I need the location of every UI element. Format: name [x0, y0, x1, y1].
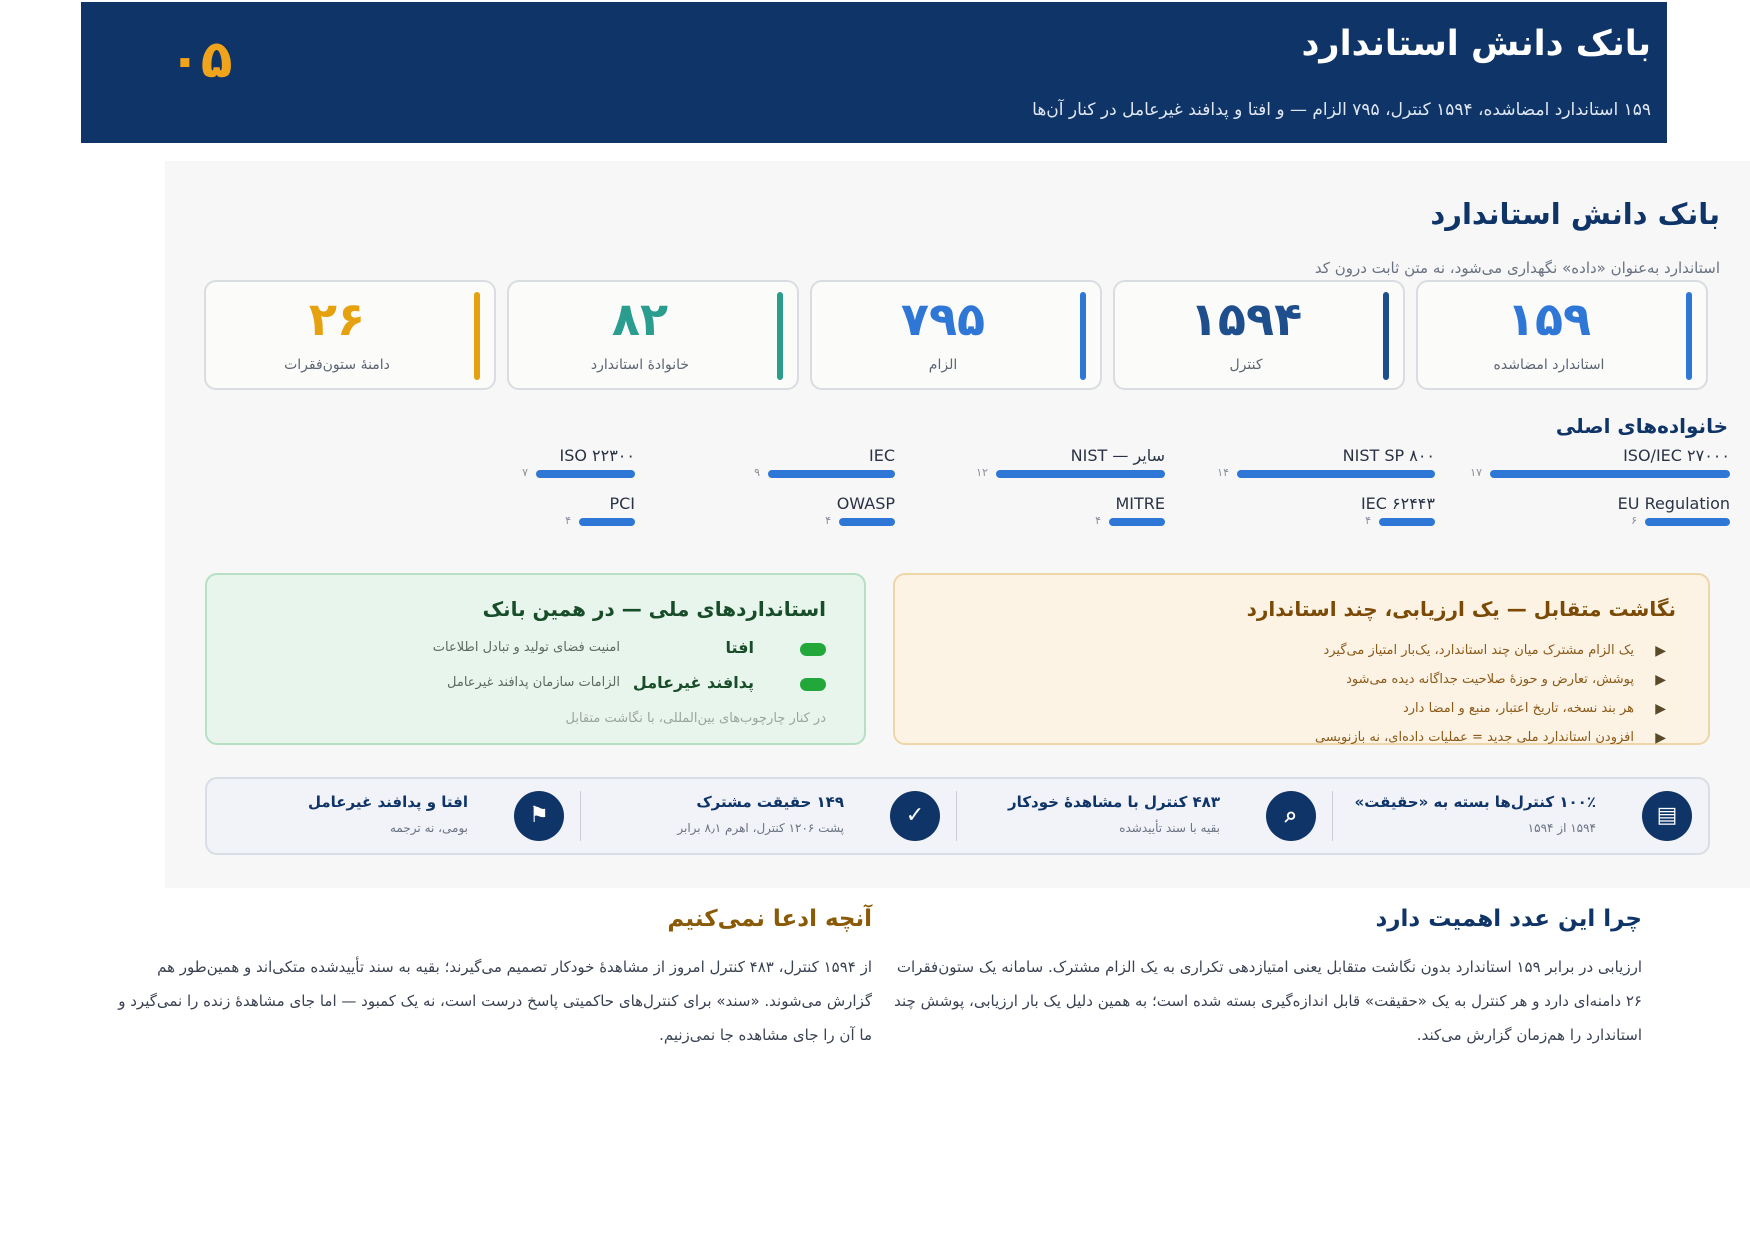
family-name: NIST — سایر — [1070, 446, 1165, 465]
kpi-divider — [1332, 791, 1333, 841]
why-it-matters-title: چرا این عدد اهمیت دارد — [1375, 906, 1642, 932]
header-banner — [81, 2, 1667, 143]
cross-mapping-title: نگاشت متقابل — یک ارزیابی، چند استاندارد — [1246, 597, 1676, 621]
list-item: ▶ هر بند نسخه، تاریخ اعتبار، منبع و امضا دارد — [1402, 701, 1666, 717]
family-item — [1195, 446, 1435, 490]
header-subtitle: ۱۵۹ استاندارد امضاشده، ۱۵۹۴ کنترل، ۷۹۵ الزام — و افتا و پدافند غیرعامل در کنار آن‌ها — [1032, 100, 1651, 120]
stat-accent-bar — [1080, 292, 1086, 380]
family-name: PCI — [609, 494, 635, 513]
shield-check-icon: ✓ — [890, 791, 940, 841]
national-standard-desc: امنیت فضای تولید و تبادل اطلاعات — [432, 640, 620, 655]
family-count: ۱۷ — [1470, 466, 1482, 479]
family-bar — [1490, 470, 1730, 478]
stat-value: ۸۲ — [611, 292, 669, 346]
not-claimed-section — [112, 906, 872, 1052]
stat-card — [507, 280, 799, 390]
panel-title: بانک دانش استاندارد — [1430, 197, 1720, 231]
family-name: IEC — [869, 446, 895, 465]
national-standards-title: استانداردهای ملی — در همین بانک — [482, 597, 826, 621]
family-name: ISO/IEC ۲۷۰۰۰ — [1623, 446, 1730, 465]
stat-accent-bar — [777, 292, 783, 380]
family-name: IEC ۶۲۴۴۳ — [1360, 494, 1435, 513]
stat-card — [1113, 280, 1405, 390]
not-claimed-body: از ۱۵۹۴ کنترل، ۴۸۳ کنترل امروز از مشاهدهٔ خودکار تصمیم می‌گیرند؛ بقیه به سند تأییدشده متکی‌اند و همین‌طور هم گزارش می‌شوند. «سند» برای کنترل‌های حاکمیتی پاسخ درست است، نه یک کمبود — اما جای مشاهدهٔ زنده را نمی‌گیرد و ما آن را جای مشاهده جا نمی‌زنیم. — [118, 958, 872, 1044]
arrow-icon: ▶ — [1655, 643, 1666, 659]
family-count: ۴ — [565, 514, 571, 527]
stat-accent-bar — [474, 292, 480, 380]
national-standards-footer: در کنار چارچوب‌های بین‌المللی، با نگاشت متقابل — [565, 711, 826, 726]
search-icon: ⌕ — [1266, 791, 1316, 841]
family-name: OWASP — [836, 494, 895, 513]
national-standard-row — [246, 673, 826, 697]
family-bar — [1645, 518, 1730, 526]
section-number: ۰۵ — [169, 30, 233, 90]
stat-value: ۷۹۵ — [900, 292, 986, 346]
families-title: خانواده‌های اصلی — [1555, 414, 1728, 438]
stat-label: دامنهٔ ستون‌فقرات — [284, 357, 390, 373]
families-list — [165, 446, 1750, 556]
national-standard-name: افتا — [725, 638, 754, 657]
stat-accent-bar — [1686, 292, 1692, 380]
family-bar — [996, 470, 1165, 478]
list-item: ▶ یک الزام مشترک میان چند استاندارد، یک‌بار امتیاز می‌گیرد — [1323, 643, 1666, 659]
family-name: NIST SP ۸۰۰ — [1342, 446, 1435, 465]
family-bar — [839, 518, 895, 526]
cross-mapping-list — [1315, 641, 1666, 757]
header-title: بانک دانش استاندارد — [1301, 24, 1651, 64]
family-name: MITRE — [1115, 494, 1165, 513]
family-name: ISO ۲۲۳۰۰ — [559, 446, 635, 465]
list-item: ▶ پوشش، تعارض و حوزهٔ صلاحیت جداگانه دیده می‌شود — [1346, 672, 1666, 688]
kpi-title: ۱۴۹ حقیقت مشترک — [696, 793, 844, 811]
stat-value: ۲۶ — [308, 292, 366, 346]
family-count: ۹ — [754, 466, 760, 479]
kpi-subtitle: پشت ۱۲۰۶ کنترل، اهرم ۸٫۱ برابر — [677, 821, 844, 835]
family-item — [1470, 446, 1730, 490]
family-count: ۴ — [825, 514, 831, 527]
family-bar — [1109, 518, 1165, 526]
family-name: EU Regulation — [1617, 494, 1730, 513]
kpi-item — [204, 779, 580, 853]
family-count: ۴ — [1365, 514, 1371, 527]
family-item — [1195, 494, 1435, 538]
family-count: ۷ — [522, 466, 528, 479]
kpi-subtitle: بومی، نه ترجمه — [390, 821, 468, 835]
arrow-icon: ▶ — [1655, 672, 1666, 688]
family-item — [925, 446, 1165, 490]
family-bar — [1237, 470, 1435, 478]
status-dot — [800, 678, 826, 691]
kpi-subtitle: ۱۵۹۴ از ۱۵۹۴ — [1527, 821, 1596, 835]
stat-accent-bar — [1383, 292, 1389, 380]
family-item — [925, 494, 1165, 538]
kpi-strip — [205, 777, 1710, 855]
document-icon: ▤ — [1642, 791, 1692, 841]
arrow-icon: ▶ — [1655, 701, 1666, 717]
kpi-divider — [956, 791, 957, 841]
status-dot — [800, 643, 826, 656]
family-item — [655, 494, 895, 538]
family-bar — [1379, 518, 1435, 526]
kpi-title: ۴۸۳ کنترل با مشاهدهٔ خودکار — [1008, 793, 1220, 811]
national-standard-name: پدافند غیرعامل — [632, 673, 754, 692]
family-count: ۱۲ — [976, 466, 988, 479]
stat-card — [204, 280, 496, 390]
list-item: ▶ افزودن استاندارد ملی جدید = عملیات داده‌ای، نه بازنویسی — [1315, 730, 1666, 746]
family-bar — [536, 470, 635, 478]
family-item — [655, 446, 895, 490]
stat-card — [1416, 280, 1708, 390]
stat-label: الزام — [928, 357, 958, 373]
family-item — [395, 494, 635, 538]
family-bar — [579, 518, 635, 526]
family-count: ۴ — [1095, 514, 1101, 527]
stat-value: ۱۵۹۴ — [1189, 292, 1303, 346]
family-count: ۱۴ — [1217, 466, 1229, 479]
kpi-divider — [580, 791, 581, 841]
not-claimed-title: آنچه ادعا نمی‌کنیم — [667, 906, 872, 932]
flag-icon: ⚑ — [514, 791, 564, 841]
why-it-matters-body: ارزیابی در برابر ۱۵۹ استاندارد بدون نگاشت متقابل یعنی امتیازدهی تکراری به یک الزام مشترک. سامانه یک ستون‌فقرات ۲۶ دامنه‌ای دارد و هر کنترل به یک «حقیقت» قابل اندازه‌گیری بسته شده است؛ به همین دلیل یک بار ارزیابی، پوشش چند استاندارد را هم‌زمان گزارش می‌کند. — [894, 958, 1642, 1044]
national-standards-box — [205, 573, 866, 745]
why-it-matters-section — [882, 906, 1642, 1052]
national-standard-desc: الزامات سازمان پدافند غیرعامل — [447, 675, 620, 690]
arrow-icon: ▶ — [1655, 730, 1666, 746]
kpi-title: افتا و پدافند غیرعامل — [307, 793, 468, 811]
dashboard-panel — [165, 161, 1750, 888]
family-item — [1490, 494, 1730, 538]
stat-card — [810, 280, 1102, 390]
panel-subtitle: استاندارد به‌عنوان «داده» نگهداری می‌شود، نه متن ثابت درون کد — [1314, 259, 1720, 277]
family-item — [395, 446, 635, 490]
kpi-item — [580, 779, 956, 853]
stat-label: خانوادهٔ استاندارد — [590, 357, 690, 373]
national-standard-row — [246, 638, 826, 662]
cross-mapping-box — [893, 573, 1710, 745]
family-count: ۶ — [1631, 514, 1637, 527]
kpi-title: ۱۰۰٪ کنترل‌ها بسته به «حقیقت» — [1354, 793, 1596, 811]
kpi-item — [1332, 779, 1708, 853]
stat-value: ۱۵۹ — [1506, 292, 1592, 346]
kpi-item — [956, 779, 1332, 853]
stat-cards — [205, 280, 1708, 390]
family-bar — [768, 470, 895, 478]
stat-label: کنترل — [1229, 357, 1263, 373]
kpi-subtitle: بقیه با سند تأییدشده — [1119, 821, 1220, 835]
stat-label: استاندارد امضاشده — [1493, 357, 1605, 373]
